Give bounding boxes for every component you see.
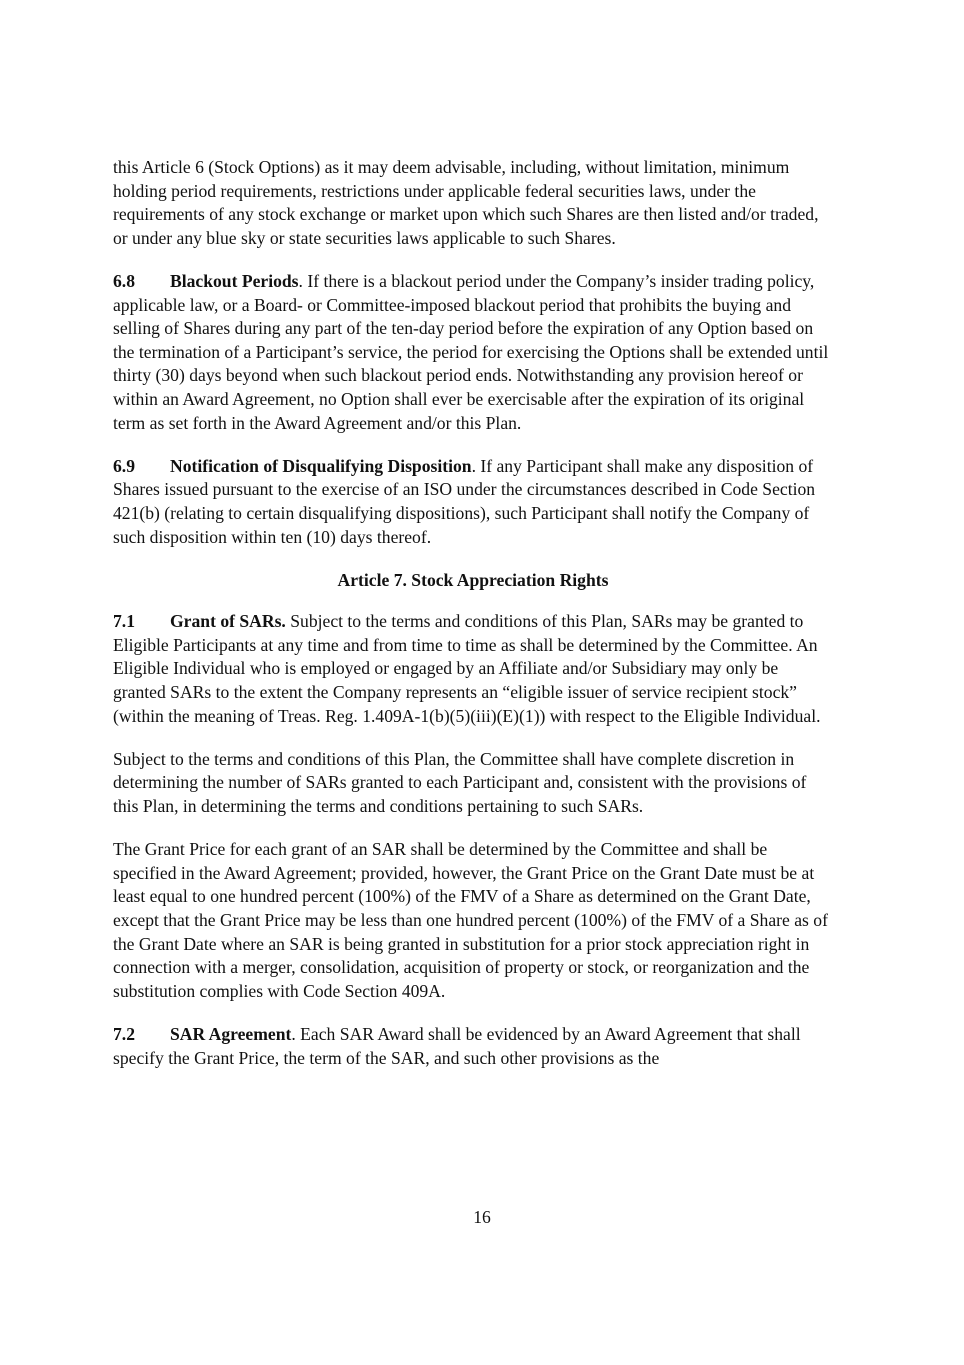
section-text: Subject to the terms and conditions of this Plan, SARs may be granted to Eligible Participants at any time and from time to time as shall be determined by the Committee. An Eligible Individual who is employed or engaged by an Affiliate and/or Subsidiary may only be granted SARs to the extent the Company represents an “eligible issuer of service recipient stock” (within the meaning of Treas. Reg. 1.409A-1(b)(5)(iii)(E)(1)) with respect to the Eligible Individual. (113, 611, 821, 726)
section-6-8 (113, 270, 833, 435)
paragraph-continuation: this Article 6 (Stock Options) as it may deem advisable, including, without limitation, minimum holding period requirements, restrictions under applicable federal securities laws, under the requirements of any stock exchange or market upon which such Shares are then listed and/or traded, or under any blue sky or state securities laws applicable to such Shares. (113, 157, 819, 248)
section-number: 6.9 (113, 455, 135, 476)
document-page (113, 156, 833, 1090)
section-number: 7.2 (113, 1023, 135, 1044)
section-6-9 (113, 455, 833, 549)
page-number: 16 (473, 1207, 491, 1227)
paragraph-7-1-discretion: Subject to the terms and conditions of this Plan, the Committee shall have complete discretion in determining the number of SARs granted to each Participant and, consistent with the provisions of this Plan, in determining the terms and conditions pertaining to such SARs. (113, 748, 807, 817)
section-number: 7.1 (113, 611, 135, 632)
section-heading: Notification of Disqualifying Disposition (170, 455, 472, 476)
section-7-2 (113, 1023, 833, 1070)
section-7-1 (113, 610, 833, 728)
section-number: 6.8 (113, 270, 135, 291)
article-7-title: Article 7. Stock Appreciation Rights (337, 569, 609, 590)
section-text: . Each SAR Award shall be evidenced by an Award Agreement that shall specify the Grant Price, the term of the SAR, and such other provisions as the (113, 1023, 801, 1068)
section-heading: Grant of SARs. (170, 611, 286, 632)
section-text: . If there is a blackout period under the Company’s insider trading policy, applicable law, or a Board- or Committee-imposed blackout period that prohibits the buying and selling of Shares during any part of the ten-day period before the expiration of any Option based on the termination of a Participant’s service, the period for exercising the Options shall be extended until thirty (30) days beyond when such blackout period ends. Notwithstanding any provision hereof or within an Award Agreement, no Option shall ever be exercisable after the expiration of its original term as set forth in the Award Agreement and/or this Plan. (113, 270, 829, 433)
section-text: . If any Participant shall make any disposition of Shares issued pursuant to the exercise of an ISO under the circumstances described in Code Section 421(b) (relating to certain disqualifying dispositions), such Participant shall notify the Company of such disposition within ten (10) days thereof. (113, 455, 816, 547)
section-heading: SAR Agreement (170, 1023, 292, 1044)
section-heading: Blackout Periods (170, 270, 299, 291)
paragraph-7-1-grant-price: The Grant Price for each grant of an SAR shall be determined by the Committee and shall be specified in the Award Agreement; provided, however, the Grant Price on the Grant Date must be at least equal to one hundred percent (100%) of the FMV of a Share as determined on the Grant Date, except that the Grant Price may be less than one hundred percent (100%) of the FMV of a Share as of the Grant Date where an SAR is being granted in substitution for a prior stock appreciation right in connection with a merger, consolidation, acquisition of property or stock, or reorganization and the substitution complies with Code Section 409A. (113, 839, 828, 1001)
